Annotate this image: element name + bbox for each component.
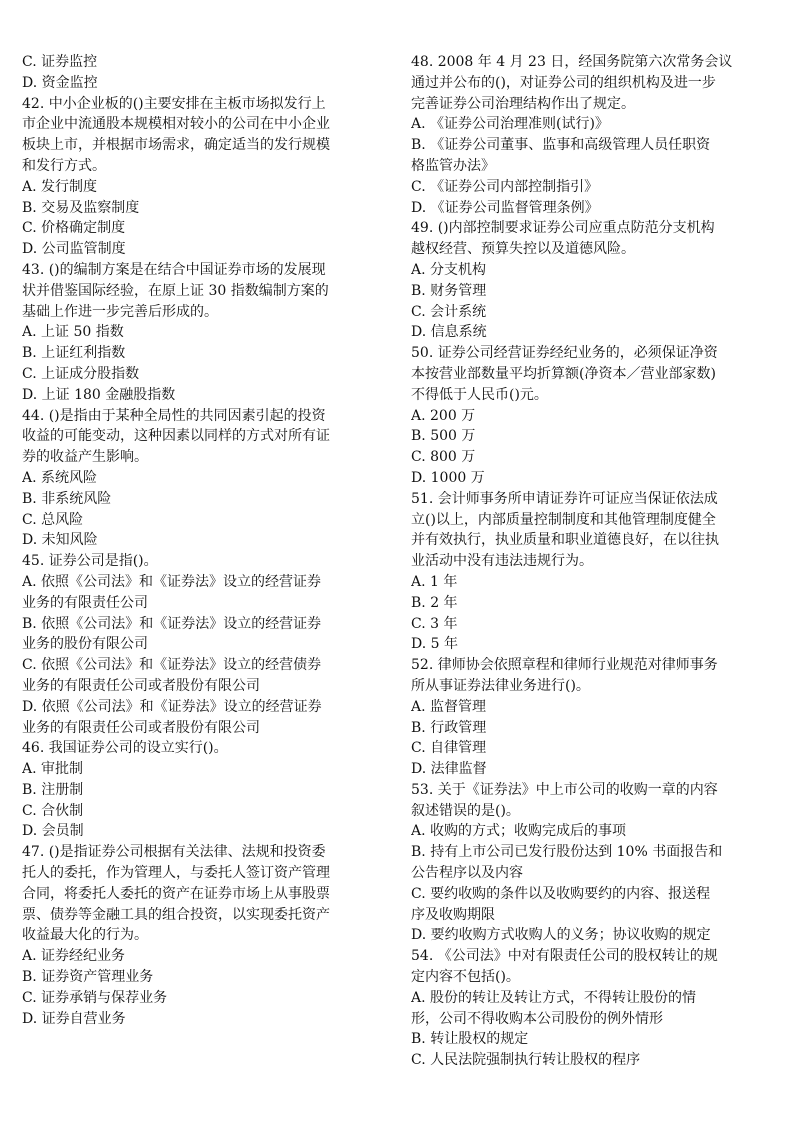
left-column-line: 收益最大化的行为。 — [22, 927, 148, 944]
left-column — [22, 52, 385, 1112]
right-column-line: 54. 《公司法》中对有限责任公司的股权转让的规 — [411, 948, 718, 965]
right-column-line: A. 收购的方式；收购完成后的事项 — [411, 823, 627, 840]
left-column-line: 托人的委托，作为管理人，与委托人签订资产管理 — [22, 865, 330, 882]
left-column-line: C. 依照《公司法》和《证券法》设立的经营债券 — [22, 657, 322, 674]
right-column-line: D. 信息系统 — [411, 324, 487, 341]
left-column-line: D. 公司监管制度 — [22, 241, 126, 258]
left-column-line: C. 价格确定制度 — [22, 220, 126, 237]
left-column-line: D. 证券自营业务 — [22, 1010, 126, 1027]
right-column-line: B. 行政管理 — [411, 719, 487, 736]
right-column-line: 叙述错误的是()。 — [411, 802, 520, 819]
left-column-line: B. 上证红利指数 — [22, 345, 126, 362]
right-column-line: C. 《证券公司内部控制指引》 — [411, 178, 599, 195]
right-column-line: 业活动中没有违法违规行为。 — [411, 553, 593, 570]
right-column-line: B. 《证券公司董事、监事和高级管理人员任职资 — [411, 137, 711, 154]
right-column-line: B. 转让股权的规定 — [411, 1031, 529, 1048]
right-column-line: 不得低于人民币()元。 — [411, 386, 548, 403]
left-column-line: 45. 证券公司是指()。 — [22, 553, 158, 570]
left-column-line: 业务的股份有限公司 — [22, 636, 148, 653]
right-column-line: 通过并公布的()，对证券公司的组织机构及进一步 — [411, 74, 716, 91]
right-column-line: C. 800 万 — [411, 449, 476, 466]
right-column-line: B. 2 年 — [411, 594, 458, 611]
right-column-line: A. 分支机构 — [411, 261, 487, 278]
right-column-line: 立()以上，内部质量控制制度和其他管理制度健全 — [411, 511, 716, 528]
right-column-line: B. 财务管理 — [411, 282, 487, 299]
left-column-line: 状并借鉴国际经验，在原上证 30 指数编制方案的 — [22, 282, 329, 299]
right-column-line: 52. 律师协会依照章程和律师行业规范对律师事务 — [411, 657, 718, 674]
right-column-line: 所从事证券法律业务进行()。 — [411, 677, 590, 694]
left-column-line: B. 证券资产管理业务 — [22, 969, 154, 986]
right-column-line: 50. 证券公司经营证券经纪业务的，必须保证净资 — [411, 345, 718, 362]
right-column-line: C. 人民法院强制执行转让股权的程序 — [411, 1052, 641, 1069]
left-column-line: 业务的有限责任公司或者股份有限公司 — [22, 677, 260, 694]
right-column-line: 本按营业部数量平均折算额(净资本／营业部家数) — [411, 365, 716, 382]
left-column-line: B. 依照《公司法》和《证券法》设立的经营证券 — [22, 615, 322, 632]
right-column-line: A. 监督管理 — [411, 698, 487, 715]
left-column-line: 业务的有限责任公司或者股份有限公司 — [22, 719, 260, 736]
left-column-line: C. 证券承销与保荐业务 — [22, 989, 168, 1006]
left-column-line: 43. ()的编制方案是在结合中国证券市场的发展现 — [22, 261, 326, 278]
left-column-line: 收益的可能变动，这种因素以同样的方式对所有证 — [22, 428, 330, 445]
left-column-line: 42. 中小企业板的()主要安排在主板市场拟发行上 — [22, 95, 326, 112]
left-column-line: A. 依照《公司法》和《证券法》设立的经营证券 — [22, 573, 322, 590]
left-column-line: 46. 我国证券公司的设立实行()。 — [22, 740, 228, 757]
left-column-line: 和发行方式。 — [22, 157, 106, 174]
right-column-line: 49. ()内部控制要求证券公司应重点防范分支机构 — [411, 220, 715, 237]
left-column-line: D. 上证 180 金融股指数 — [22, 386, 176, 403]
right-column-line: 格监管办法》 — [411, 157, 495, 174]
left-column-line: A. 系统风险 — [22, 469, 98, 486]
left-column-line: B. 注册制 — [22, 781, 84, 798]
right-column-line: 并有效执行，执业质量和职业道德良好，在以往执 — [411, 532, 719, 549]
right-column-line: A. 1 年 — [411, 573, 458, 590]
right-column-line: C. 3 年 — [411, 615, 458, 632]
left-column-line: 44. ()是指由于某种全局性的共同因素引起的投资 — [22, 407, 326, 424]
right-column-line: A. 200 万 — [411, 407, 476, 424]
right-column-line: 公告程序以及内容 — [411, 865, 523, 882]
right-column-line: A. 股份的转让及转让方式，不得转让股份的情 — [411, 989, 697, 1006]
left-column-line: D. 会员制 — [22, 823, 84, 840]
left-column-line: 券的收益产生影响。 — [22, 449, 148, 466]
left-column-line: D. 依照《公司法》和《证券法》设立的经营证券 — [22, 698, 322, 715]
right-column-line: B. 持有上市公司已发行股份达到 10% 书面报告和 — [411, 844, 723, 861]
left-column-line: D. 资金监控 — [22, 74, 98, 91]
right-column-line: D. 法律监督 — [411, 761, 487, 778]
left-column-line: 票、债券等金融工具的组合投资，以实现委托资产 — [22, 906, 330, 923]
right-column-line: A. 《证券公司治理准则(试行)》 — [411, 116, 609, 133]
left-column-line: C. 合伙制 — [22, 802, 84, 819]
right-column-line: C. 会计系统 — [411, 303, 487, 320]
right-column-line: D. 《证券公司监督管理条例》 — [411, 199, 599, 216]
right-column-line: 序及收购期限 — [411, 906, 495, 923]
left-column-line: B. 交易及监察制度 — [22, 199, 140, 216]
left-column-line: A. 发行制度 — [22, 178, 98, 195]
left-column-line: A. 审批制 — [22, 761, 84, 778]
left-column-line: C. 上证成分股指数 — [22, 365, 140, 382]
left-column-line: 市企业中流通股本规模相对较小的公司在中小企业 — [22, 116, 330, 133]
right-column-line: C. 自律管理 — [411, 740, 487, 757]
left-column-line: 板块上市，并根据市场需求，确定适当的发行规模 — [22, 137, 330, 154]
right-column-line: 51. 会计师事务所申请证券许可证应当保证依法成 — [411, 490, 718, 507]
right-column-line: 53. 关于《证券法》中上市公司的收购一章的内容 — [411, 781, 718, 798]
right-column-line: 完善证券公司治理结构作出了规定。 — [411, 95, 635, 112]
right-column-line: D. 要约收购方式收购人的义务；协议收购的规定 — [411, 927, 711, 944]
left-column-line: D. 未知风险 — [22, 532, 98, 549]
left-column-line: 47. ()是指证券公司根据有关法律、法规和投资委 — [22, 844, 326, 861]
left-column-line: 基础上作进一步完善后形成的。 — [22, 303, 218, 320]
left-column-line: B. 非系统风险 — [22, 490, 112, 507]
right-column-line: D. 1000 万 — [411, 469, 485, 486]
left-column-line: A. 上证 50 指数 — [22, 324, 124, 341]
exam-page — [22, 52, 774, 1112]
right-column-line: D. 5 年 — [411, 636, 458, 653]
right-column — [411, 52, 774, 1112]
right-column-line: B. 500 万 — [411, 428, 476, 445]
right-column-line: C. 要约收购的条件以及收购要约的内容、报送程 — [411, 885, 711, 902]
left-column-line: 合同，将委托人委托的资产在证券市场上从事股票 — [22, 885, 330, 902]
right-column-line: 形，公司不得收购本公司股份的例外情形 — [411, 1010, 663, 1027]
left-column-line: C. 证券监控 — [22, 54, 98, 70]
left-column-line: 业务的有限责任公司 — [22, 594, 148, 611]
right-column-line: 定内容不包括()。 — [411, 969, 520, 986]
right-column-line: 48. 2008 年 4 月 23 日，经国务院第六次常务会议 — [411, 54, 733, 70]
left-column-line: C. 总风险 — [22, 511, 84, 528]
left-column-line: A. 证券经纪业务 — [22, 948, 126, 965]
right-column-line: 越权经营、预算失控以及道德风险。 — [411, 241, 635, 258]
